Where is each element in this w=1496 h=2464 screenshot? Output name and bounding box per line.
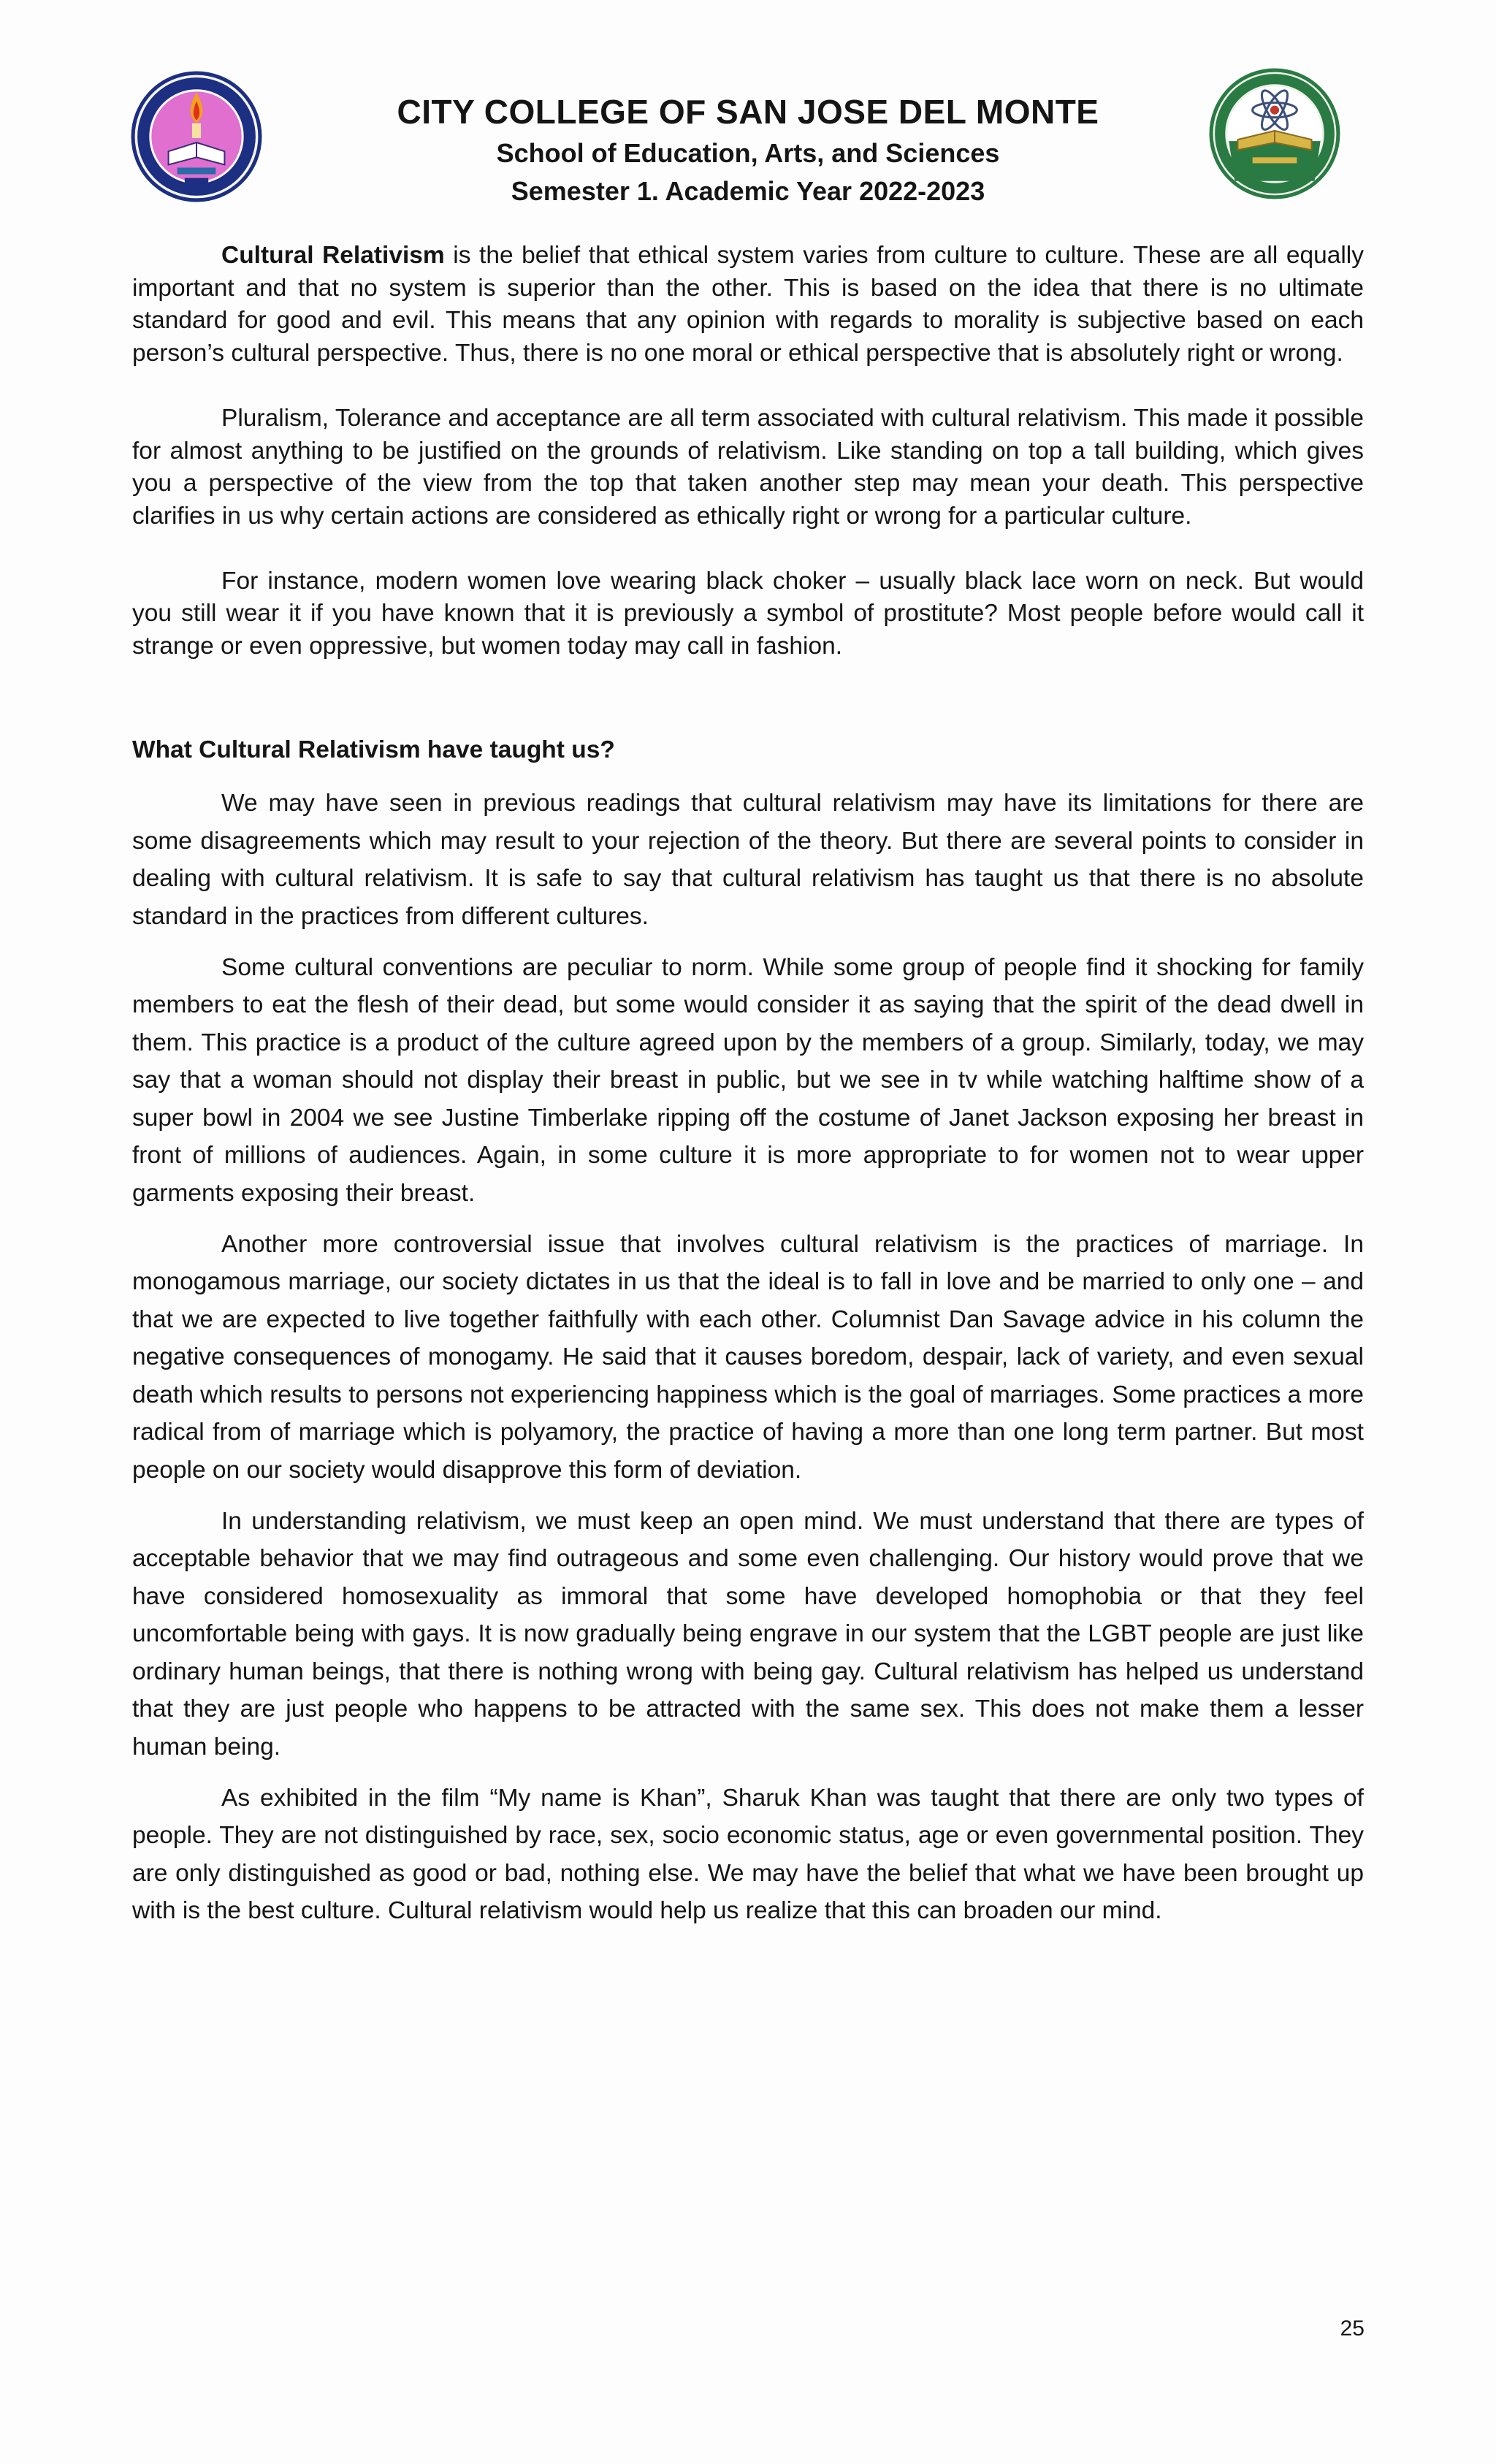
section-body [132, 785, 1364, 1930]
college-seal-icon [130, 70, 263, 203]
definition-text: is the belief that ethical system varies from culture to culture. These are all equally important and that no system is superior than the other. This is based on the idea that there is no ultimate standard for good and evil. This means that any opinion with regards to morality is subjective based on each person’s cultural perspective. Thus, there is no one moral or ethical perspective that is absolutely right or wrong. [132, 242, 1364, 367]
page-number: 25 [1340, 2316, 1365, 2341]
intro-section [132, 240, 1364, 663]
document-header [292, 89, 1204, 210]
college-name: CITY COLLEGE OF SAN JOSE DEL MONTE [397, 93, 1099, 131]
school-seal-icon [1208, 67, 1341, 200]
section-paragraph: We may have seen in previous readings that cultural relativism may have its limitations for there are some disagreements which may result to your rejection of the theory. But there are several points to consider in dealing with cultural relativism. It is safe to say that cultural relativism has taught us that there is no absolute standard in the practices from different cultures. [132, 790, 1364, 930]
section-paragraph: Another more controversial issue that involves cultural relativism is the practices of marriage. In monogamous marriage, our society dictates in us that the ideal is to fall in love and be married to only one – and that we are expected to live together faithfully with each other. Columnist Dan Savage advice in his column the negative consequences of monogamy. He said that it causes boredom, despair, lack of variety, and even sexual death which results to persons not experiencing happiness which is the goal of marriages. Some practices a more radical from of marriage which is polyamory, the practice of having a more than one long term partner. But most people on our society would disapprove this form of deviation. [132, 1230, 1364, 1484]
section-paragraph: In understanding relativism, we must keep an open mind. We must understand that there are types of acceptable behavior that we may find outrageous and some even challenging. Our history would prove that we have considered homosexuality as immoral that some have developed homophobia or that they feel uncomfortable being with gays. It is now gradually being engrave in our system that the LGBT people are just like ordinary human beings, that there is nothing wrong with being gay. Cultural relativism has helped us understand that they are just people who happens to be attracted with the same sex. This does not make them a lesser human being. [132, 1507, 1364, 1761]
section-paragraph: As exhibited in the film “My name is Khan”, Sharuk Khan was taught that there are only two types of people. They are not distinguished by race, sex, socio economic status, age or even governmental position. They are only distinguished as good or bad, nothing else. We may have the belief that what we have been brought up with is the best culture. Cultural relativism would help us realize that this can broaden our mind. [132, 1784, 1364, 1924]
school-name: School of Education, Arts, and Sciences [496, 138, 1000, 168]
semester-line: Semester 1. Academic Year 2022-2023 [511, 176, 985, 206]
paragraph-definition [132, 240, 1364, 370]
paragraph-pluralism: Pluralism, Tolerance and acceptance are all term associated with cultural relativism. This made it possible for almost anything to be justified on the grounds of relativism. Like standing on top a tall building, which gives you a perspective of the view from the top that taken another step may mean your death. This perspective clarifies in us why certain actions are considered as ethically right or wrong for a particular culture. [132, 404, 1364, 530]
term-cultural-relativism: Cultural Relativism [221, 242, 445, 269]
section-heading: What Cultural Relativism have taught us? [132, 736, 615, 763]
paragraph-example: For instance, modern women love wearing black choker – usually black lace worn on neck. But would you still wear it if you have known that it is previously a symbol of prostitute? Most people before would call it strange or even oppressive, but women today may call in fashion. [132, 567, 1364, 660]
section-paragraph: Some cultural conventions are peculiar to norm. While some group of people find it shocking for family members to eat the flesh of their dead, but some would consider it as saying that the spirit of the dead dwell in them. This practice is a product of the culture agreed upon by the members of a group. Similarly, today, we may say that a woman should not display their breast in public, but we see in tv while watching halftime show of a super bowl in 2004 we see Justine Timberlake ripping off the costume of Janet Jackson exposing her breast in front of millions of audiences. Again, in some culture it is more appropriate to for women not to wear upper garments exposing their breast. [132, 953, 1364, 1207]
